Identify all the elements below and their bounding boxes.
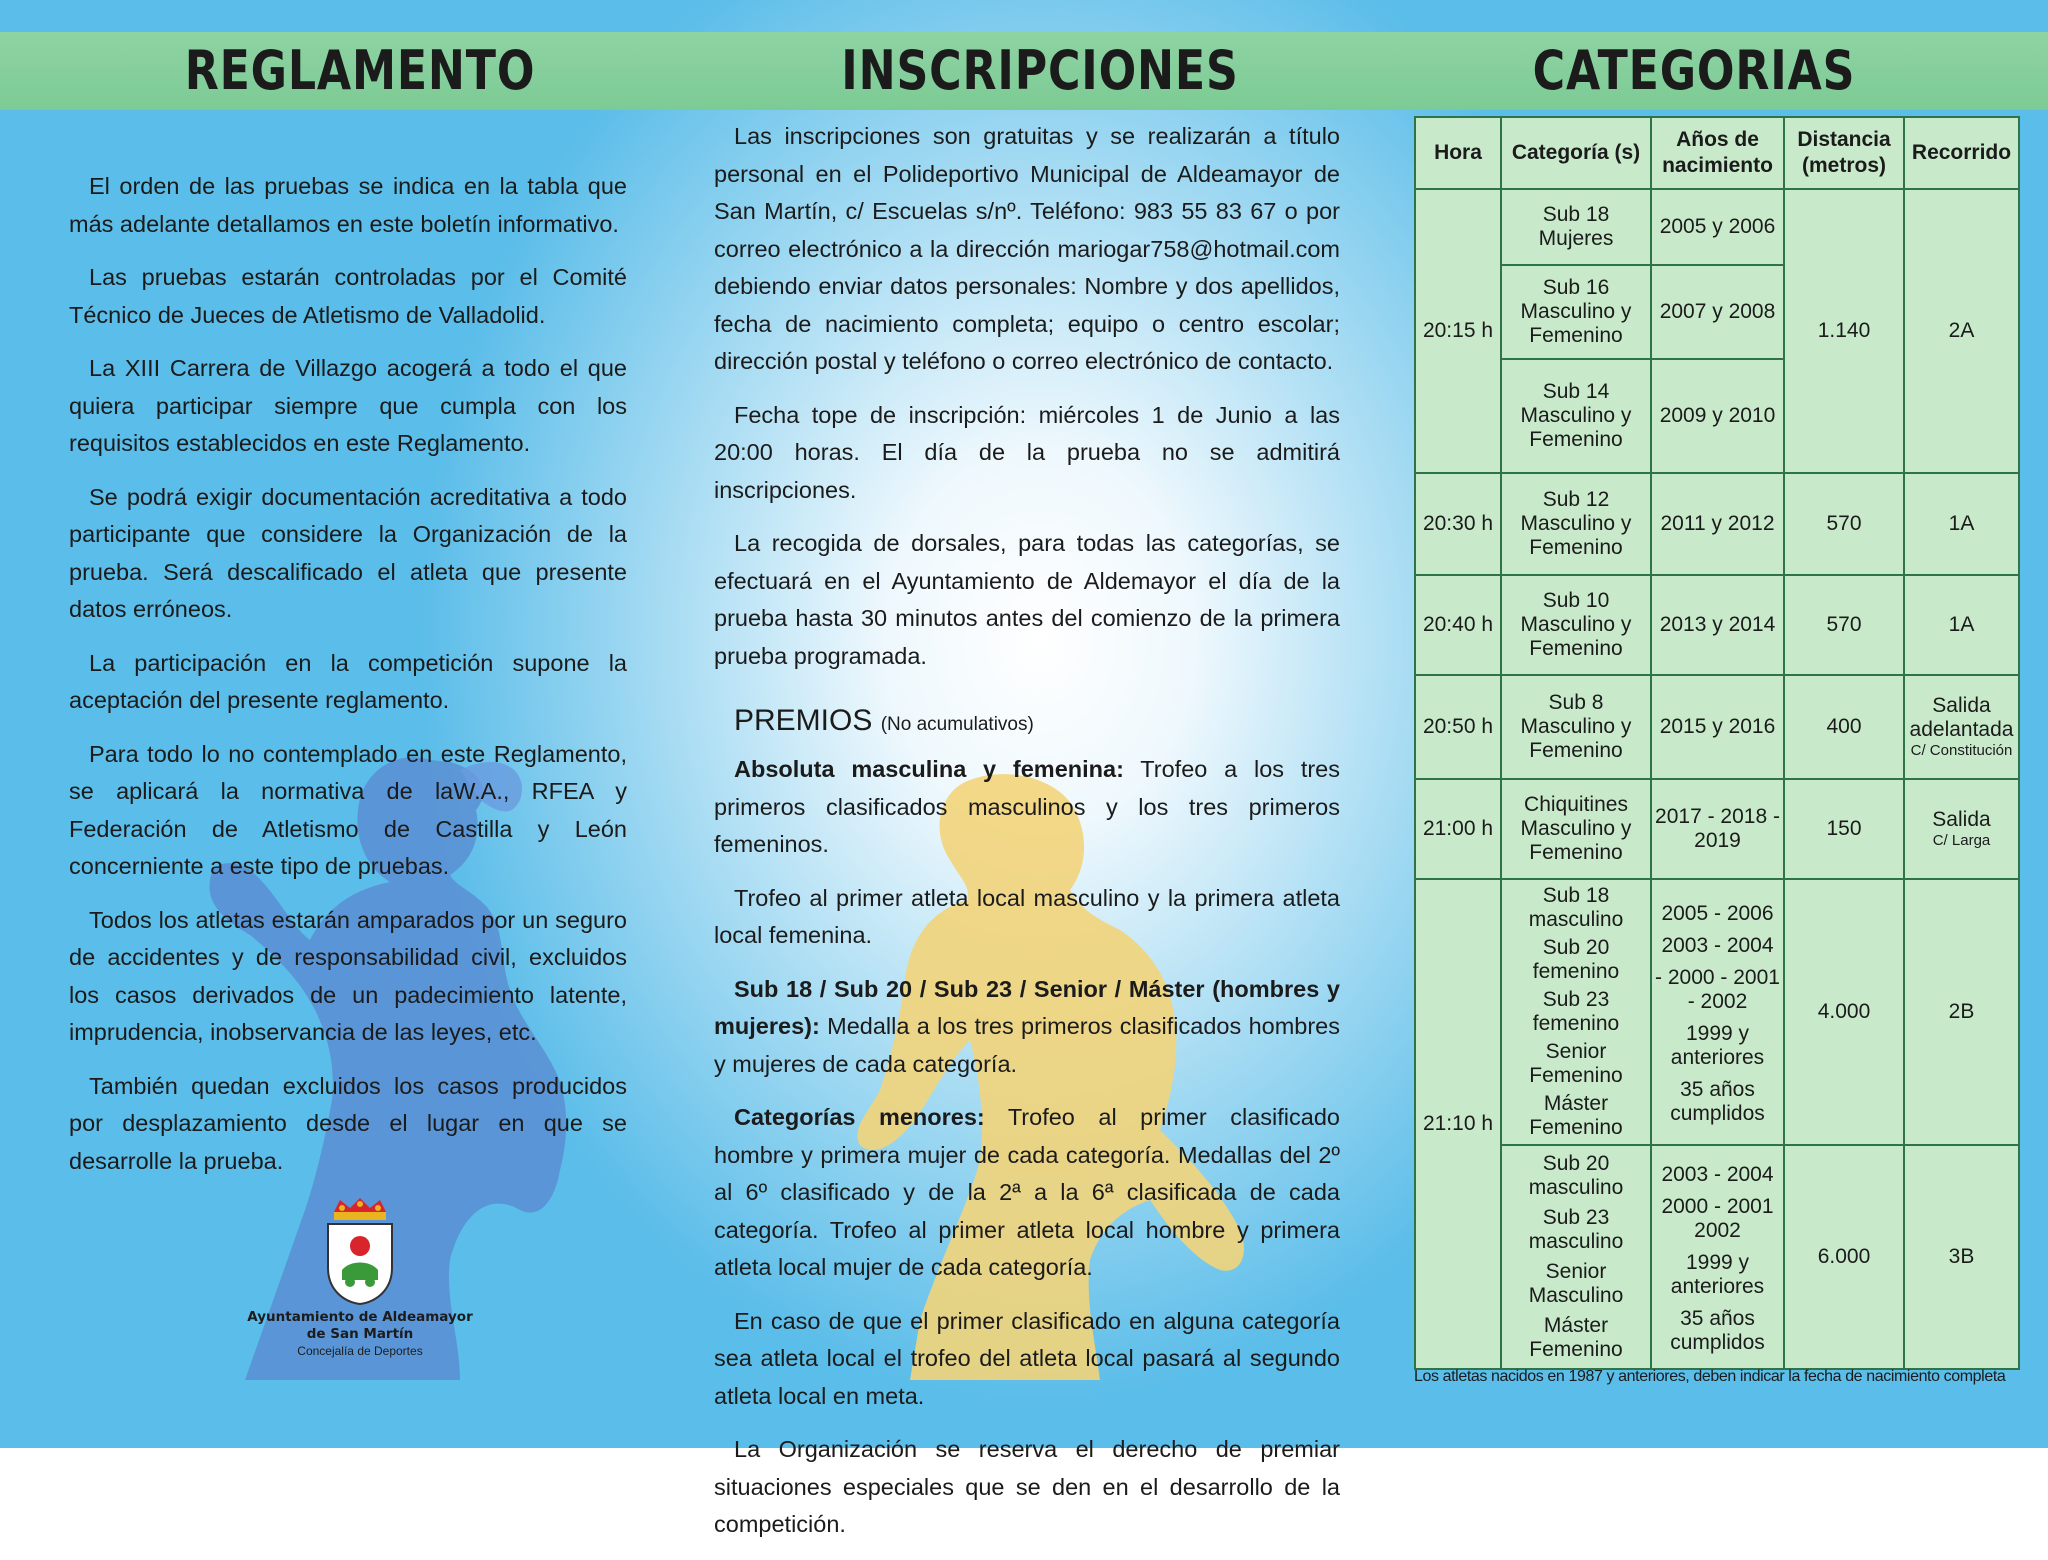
premio-item-text: En caso de que el primer clasificado en alguna categoría sea atleta local el trofeo del atleta local pasará al segundo atleta local en meta. [714, 1307, 1340, 1409]
years-line: 35 años cumplidos [1670, 1078, 1765, 1125]
years-cell: 2007 y 2008 [1651, 265, 1784, 359]
category-line: Sub 20 masculino [1528, 1152, 1624, 1199]
years-cell: 2015 y 2016 [1651, 675, 1784, 779]
time-cell: 20:50 h [1415, 675, 1501, 779]
years-cell [1651, 879, 1784, 1145]
reglamento-paragraph: El orden de las pruebas se indica en la tabla que más adelante detallamos en este boletín informativo. [69, 173, 627, 237]
category-line: Senior Masculino [1528, 1260, 1624, 1307]
category-cell: Sub 10 Masculino y Femenino [1501, 575, 1651, 675]
inscripciones-column [714, 118, 1340, 1560]
time-cell: 21:10 h [1415, 879, 1501, 1369]
distance-cell: 6.000 [1784, 1145, 1904, 1369]
category-cell: Chiquitines Masculino y Femenino [1501, 779, 1651, 879]
route-salida-adelantada: Salida adelantada [1909, 694, 2014, 741]
category-cell: Sub 12 Masculino y Femenino [1501, 473, 1651, 575]
category-cell: Sub 14 Masculino y Femenino [1501, 359, 1651, 473]
column-header: Años de nacimiento [1651, 117, 1784, 189]
category-cell: Sub 16 Masculino y Femenino [1501, 265, 1651, 359]
premio-item-text: Medalla a los tres primeros clasificados hombres y mujeres de cada categoría. [714, 1013, 1340, 1077]
route-cell: 3B [1904, 1145, 2019, 1369]
distance-cell: 4.000 [1784, 879, 1904, 1145]
table-row [1415, 675, 2019, 779]
route-cell: 1A [1904, 575, 2019, 675]
table-row [1415, 1145, 2019, 1369]
premio-item [714, 1431, 1340, 1544]
years-line: 2005 - 2006 [1661, 902, 1774, 925]
premios-note: (No acumulativos) [880, 714, 1034, 735]
premio-item-text: Trofeo a los tres primeros clasificados masculinos y los tres primeros femeninos. [714, 756, 1340, 857]
premio-item [714, 971, 1340, 1084]
table-header-row [1415, 117, 2019, 189]
table-row [1415, 575, 2019, 675]
column-header: Hora [1415, 117, 1501, 189]
route-street: C/ Larga [1932, 832, 1991, 849]
years-cell: 2017 - 2018 - 2019 [1651, 779, 1784, 879]
premio-item [714, 880, 1340, 955]
category-cell: Sub 8 Masculino y Femenino [1501, 675, 1651, 779]
header-categorias: CATEGORIAS [1532, 39, 1856, 102]
premios-heading [734, 701, 1340, 745]
logo-name-line2: de San Martín [306, 1326, 414, 1342]
reglamento-column [69, 168, 627, 1196]
years-cell: 2009 y 2010 [1651, 359, 1784, 473]
inscripciones-paragraph: La recogida de dorsales, para todas las categorías, se efectuará en el Ayuntamiento de Aldemayor el día de la prueba hasta 30 minutos antes del comienzo de la primera prueba programada. [714, 530, 1340, 669]
distance-cell: 1.140 [1784, 189, 1904, 473]
column-header: Recorrido [1904, 117, 2019, 189]
logo-subtitle: Concejalía de Deportes [297, 1344, 423, 1358]
header-reglamento: REGLAMENTO [184, 39, 536, 102]
category-line: Sub 23 masculino [1528, 1206, 1624, 1253]
time-cell: 20:15 h [1415, 189, 1501, 473]
category-line: Máster Femenino [1529, 1314, 1623, 1361]
distance-cell: 400 [1784, 675, 1904, 779]
town-hall-logo [230, 1198, 490, 1359]
distance-cell: 570 [1784, 575, 1904, 675]
years-cell: 2011 y 2012 [1651, 473, 1784, 575]
reglamento-paragraph: Las pruebas estarán controladas por el Comité Técnico de Jueces de Atletismo de Valladolid. [69, 264, 627, 328]
category-line: Senior Femenino [1529, 1040, 1623, 1087]
table-row [1415, 473, 2019, 575]
reglamento-paragraph: La participación en la competición supone la aceptación del presente reglamento. [69, 649, 627, 713]
premio-item [714, 1303, 1340, 1416]
premio-item [714, 1099, 1340, 1287]
column-header: Distancia (metros) [1784, 117, 1904, 189]
time-cell: 21:00 h [1415, 779, 1501, 879]
reglamento-paragraph: Para todo lo no contemplado en este Reglamento, se aplicará la normativa de laW.A., RFEA y Federación de Atletismo de Castilla y León concerniente a este tipo de pruebas. [69, 740, 627, 879]
time-cell: 20:30 h [1415, 473, 1501, 575]
route-cell: 2A [1904, 189, 2019, 473]
premio-item-text: Trofeo al primer atleta local masculino y la primera atleta local femenina. [714, 884, 1340, 948]
column-header: Categoría (s) [1501, 117, 1651, 189]
table-row [1415, 189, 2019, 265]
logo-name-line1: Ayuntamiento de Aldeamayor [247, 1309, 473, 1325]
coat-of-arms-icon [320, 1198, 400, 1304]
years-cell: 2013 y 2014 [1651, 575, 1784, 675]
years-line: - 2000 - 2001 - 2002 [1655, 966, 1780, 1013]
table-footnote: Los atletas nacidos en 1987 y anteriores, deben indicar la fecha de nacimiento completa [1414, 1368, 2006, 1385]
distance-cell: 570 [1784, 473, 1904, 575]
years-line: 35 años cumplidos [1670, 1307, 1765, 1354]
premio-item-text: Trofeo al primer clasificado hombre y primera mujer de cada categoría. Medallas del 2º al 6º clasificado y de la 2ª a la 6ª clasificada de cada categoría. Trofeo al primer atleta local hombre y primera atleta local mujer de cada categoría. [714, 1104, 1340, 1280]
category-cell [1501, 879, 1651, 1145]
category-line: Sub 18 masculino [1528, 884, 1624, 931]
table-row [1415, 779, 2019, 879]
route-cell: 2B [1904, 879, 2019, 1145]
category-cell: Sub 18 Mujeres [1501, 189, 1651, 265]
route-cell [1904, 779, 2019, 879]
years-line: 2003 - 2004 [1661, 1163, 1774, 1186]
inscripciones-paragraph: Fecha tope de inscripción: miércoles 1 de Junio a las 20:00 horas. El día de la prueba no se admitirá inscripciones. [714, 401, 1340, 503]
categories-table [1414, 116, 2020, 1370]
premio-item-bold: Sub 18 / Sub 20 / Sub 23 / Senior / Máster (hombres y mujeres): [714, 975, 1340, 1039]
premio-item-bold: Categorías menores: [734, 1104, 985, 1130]
premio-item-bold: Absoluta masculina y femenina: [734, 756, 1124, 782]
reglamento-paragraph: Se podrá exigir documentación acreditativa a todo participante que considere la Organización de la prueba. Será descalificado el atleta que presente datos erróneos. [69, 483, 627, 622]
reglamento-paragraph: También quedan excluidos los casos producidos por desplazamiento desde el lugar en que se desarrolle la prueba. [69, 1072, 627, 1174]
years-line: 1999 y anteriores [1670, 1022, 1765, 1069]
table-row [1415, 879, 2019, 1145]
time-cell: 20:40 h [1415, 575, 1501, 675]
route-salida: Salida [1932, 808, 1991, 831]
years-line: 1999 y anteriores [1670, 1251, 1765, 1298]
route-cell: 1A [1904, 473, 2019, 575]
route-cell [1904, 675, 2019, 779]
category-cell [1501, 1145, 1651, 1369]
category-line: Sub 23 femenino [1532, 988, 1620, 1035]
years-cell [1651, 1145, 1784, 1369]
reglamento-paragraph: Todos los atletas estarán amparados por un seguro de accidentes y de responsabilidad civil, excluidos los casos derivados de un padecimiento latente, imprudencia, inobservancia de las leyes, etc. [69, 906, 627, 1045]
years-line: 2000 - 2001 2002 [1661, 1195, 1774, 1242]
category-line: Sub 20 femenino [1532, 936, 1620, 983]
premios-title: PREMIOS [734, 704, 873, 737]
route-street: C/ Constitución [1910, 742, 2013, 759]
category-line: Máster Femenino [1529, 1092, 1623, 1139]
inscripciones-paragraph: Las inscripciones son gratuitas y se realizarán a título personal en el Polideportivo Municipal de Aldeamayor de San Martín, c/ Escuelas s/nº. Teléfono: 983 55 83 67 o por correo electrónico a la dirección mariogar758@hotmail.com debiendo enviar datos personales: Nombre y dos apellidos, fecha de nacimiento completa; equipo o centro escolar; dirección postal y teléfono o correo electrónico de contacto. [714, 123, 1340, 374]
premio-item [714, 751, 1340, 864]
header-inscripciones: INSCRIPCIONES [841, 39, 1239, 102]
years-cell: 2005 y 2006 [1651, 189, 1784, 265]
premio-item-text: La Organización se reserva el derecho de premiar situaciones especiales que se den en el desarrollo de la competición. [714, 1436, 1340, 1537]
years-line: 2003 - 2004 [1661, 934, 1774, 957]
reglamento-paragraph: La XIII Carrera de Villazgo acogerá a todo el que quiera participar siempre que cumpla con los requisitos establecidos en este Reglamento. [69, 355, 627, 456]
distance-cell: 150 [1784, 779, 1904, 879]
